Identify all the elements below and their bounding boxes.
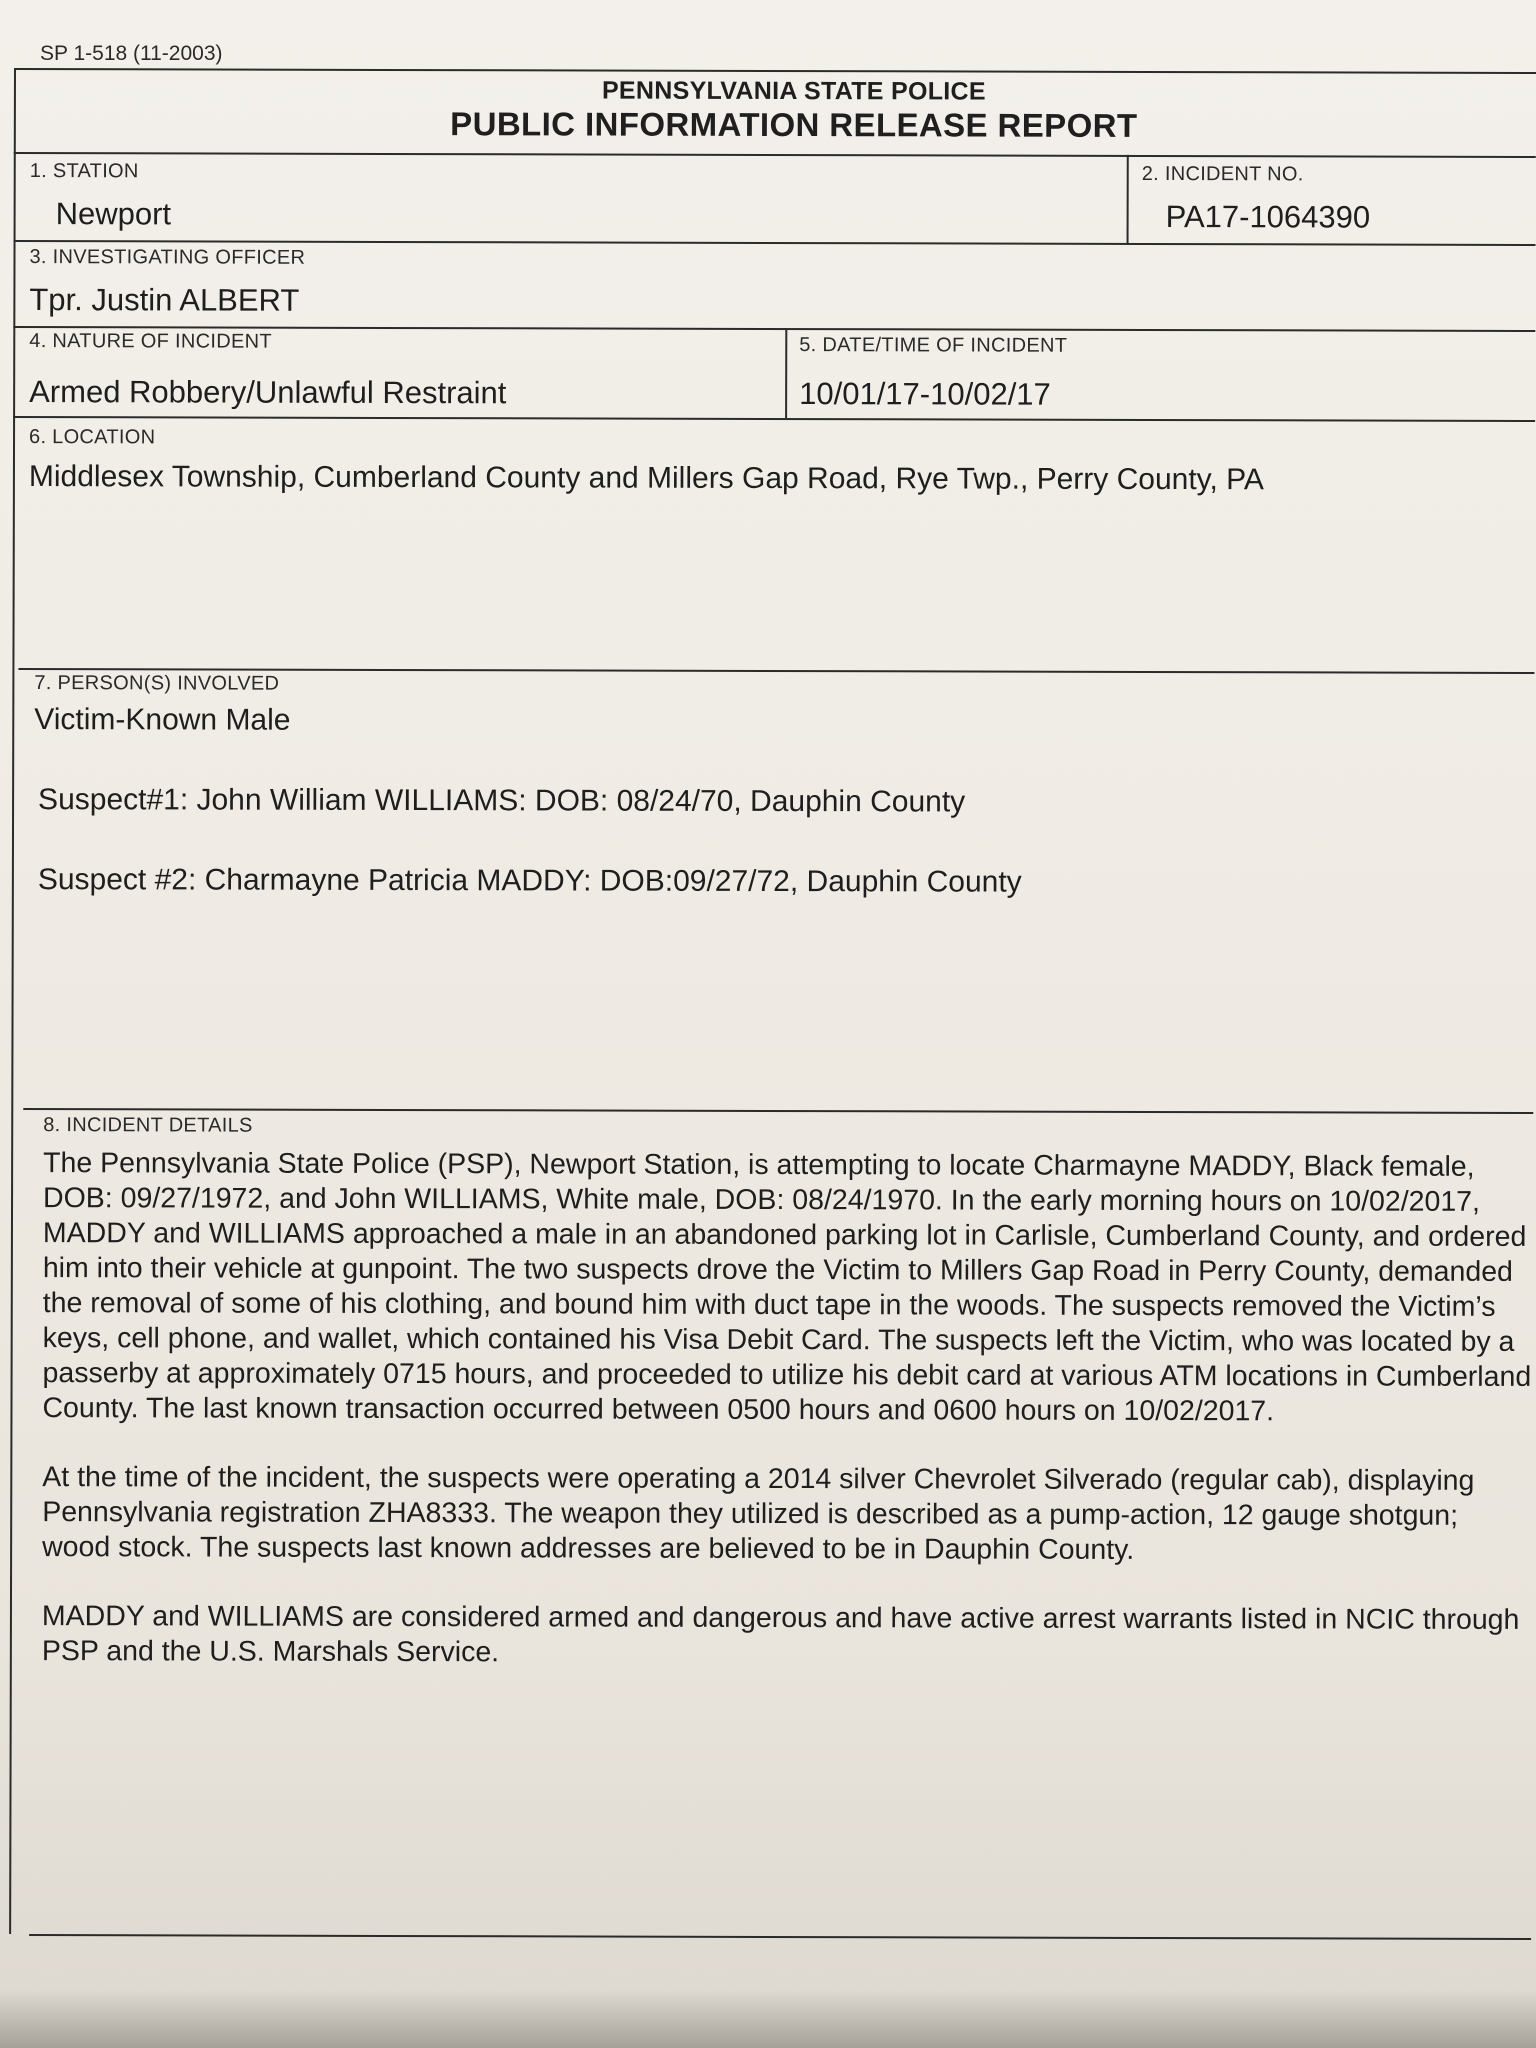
officer-value: Tpr. Justin ALBERT: [29, 282, 300, 318]
divider-nature-date: [785, 328, 787, 420]
officer-label: 3. INVESTIGATING OFFICER: [29, 246, 306, 269]
suspect1-entry: Suspect#1: John William WILLIAMS: DOB: 08/24/70, Dauphin County: [38, 783, 966, 819]
top-border: [14, 68, 1536, 74]
persons-list: [34, 700, 1022, 903]
divider-station-incident: [1127, 155, 1129, 245]
datetime-value: 10/01/17-10/02/17: [799, 376, 1051, 412]
divider-row5: [23, 1108, 1533, 1114]
bottom-border: [29, 1934, 1531, 1940]
incident-no-label: 2. INCIDENT NO.: [1141, 162, 1304, 186]
location-label: 6. LOCATION: [29, 426, 156, 449]
divider-header: [14, 152, 1536, 158]
details-paragraph: The Pennsylvania State Police (PSP), Newport Station, is attempting to locate Charmayne MADDY, Black female, DOB: 09/27/1972, and John WILLIAMS, White male, DOB: 08/24/1970. In the early morning hours on 10/02/2017, MADDY and WILLIAMS approached a male in an abandoned parking lot in Carlisle, Cumberland County, and ordered him into their vehicle at gunpoint. The two suspects drove the Victim to Millers Gap Road in Perry County, demanded the removal of some of his clothing, and bound him with duct tape in the woods. The suspects removed the Victim’s keys, cell phone, and wallet, which contained his Visa Debit Card. The suspects left the Victim, who was located by a passerby at approximately 0715 hours, and proceeded to utilize his debit card at various ATM locations in Cumberland County. The last known transaction occurred between 0500 hours and 0600 hours on 10/02/2017.: [42, 1147, 1532, 1428]
page-edge-shadow: [0, 1990, 1536, 2048]
details-paragraph: At the time of the incident, the suspects were operating a 2014 silver Chevrolet Silverado (regular cab), displaying Pennsylvania registration ZHA8333. The weapon they utilized is described as a pump-action, 12 gauge shotgun; wood stock. The suspects last known addresses are believed to be in Dauphin County.: [42, 1461, 1475, 1566]
datetime-label: 5. DATE/TIME OF INCIDENT: [799, 334, 1068, 357]
suspect2-entry: Suspect #2: Charmayne Patricia MADDY: DOB:09/27/72, Dauphin County: [37, 863, 1022, 899]
station-label: 1. STATION: [29, 160, 139, 183]
persons-label: 7. PERSON(S) INVOLVED: [34, 672, 280, 695]
station-value: Newport: [55, 196, 172, 232]
nature-label: 4. NATURE OF INCIDENT: [29, 330, 272, 353]
divider-row3: [13, 416, 1535, 422]
left-border: [9, 68, 16, 1934]
incident-no-value: PA17-1064390: [1165, 199, 1371, 235]
nature-value: Armed Robbery/Unlawful Restraint: [29, 374, 507, 411]
incident-details: [42, 1146, 1533, 1707]
divider-row1: [14, 240, 1536, 246]
report-form: [9, 68, 1536, 1940]
location-value: Middlesex Township, Cumberland County and Millers Gap Road, Rye Twp., Perry County, PA: [28, 460, 1264, 497]
agency-name: PENNSYLVANIA STATE POLICE: [601, 76, 986, 106]
details-label: 8. INCIDENT DETAILS: [43, 1114, 253, 1137]
victim-entry: Victim-Known Male: [34, 703, 291, 737]
form-code: SP 1-518 (11-2003): [40, 42, 223, 65]
details-paragraph: MADDY and WILLIAMS are considered armed and dangerous and have active arrest warrants listed in NCIC through PSP and the U.S. Marshals Service.: [41, 1600, 1520, 1669]
report-title: PUBLIC INFORMATION RELEASE REPORT: [450, 105, 1138, 144]
